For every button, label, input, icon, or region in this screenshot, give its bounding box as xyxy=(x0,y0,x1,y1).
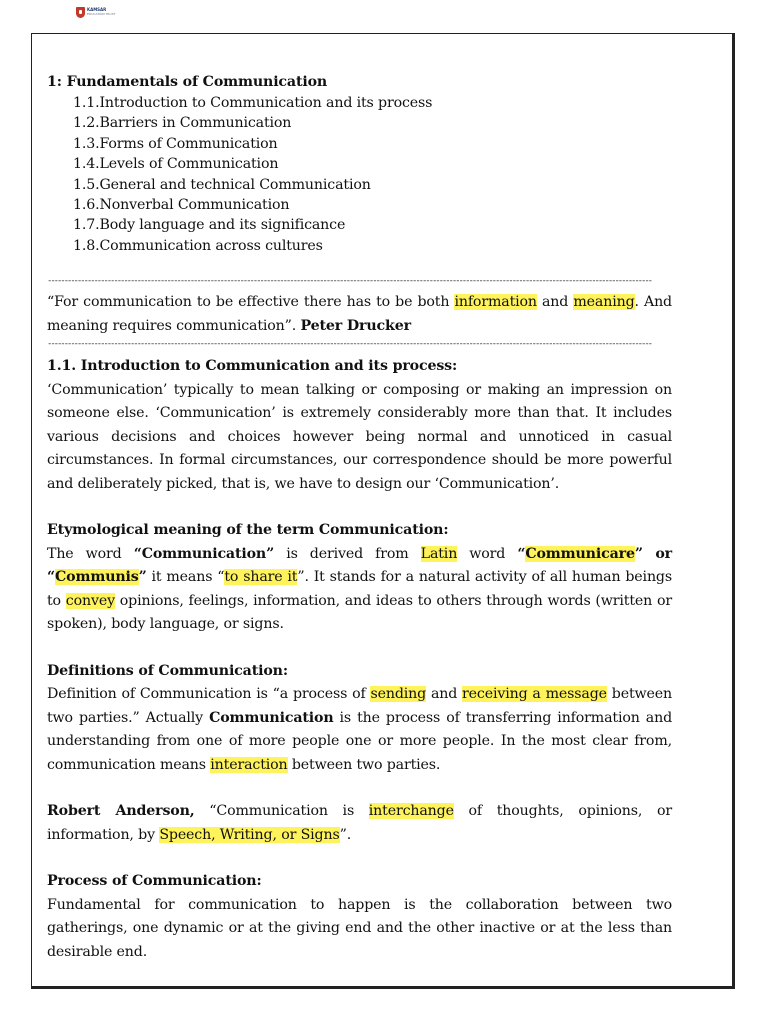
toc-item: 1.2.Barriers in Communication xyxy=(73,115,292,132)
highlight-sending: sending xyxy=(370,686,427,703)
highlight-speech-writing-signs: Speech, Writing, or Signs xyxy=(159,826,340,843)
logo-line1: KAMSAR xyxy=(87,7,107,12)
definitions-paragraph: Definition of Communication is “a process of sending and receiving a message between two parties.” Actually Communication is the process of transferring information and understanding from one of more people one or more people. In the most clear from, communication means interaction between two parties. xyxy=(47,686,673,773)
highlight-latin: Latin xyxy=(420,545,458,562)
section-heading: Process of Communication: xyxy=(47,873,262,890)
highlight-communis: Communis xyxy=(55,569,139,586)
section-heading: Definitions of Communication: xyxy=(47,662,288,679)
logo-line2: EDUCATION TRUST xyxy=(87,12,116,16)
toc-item: 1.1.Introduction to Communication and its process xyxy=(73,95,433,111)
toc-item: 1.8.Communication across cultures xyxy=(73,237,323,254)
toc-item: 1.3.Forms of Communication xyxy=(73,135,278,152)
anderson-name: Robert Anderson, xyxy=(47,803,195,820)
toc-item: 1.4.Levels of Communication xyxy=(73,156,279,173)
toc-item: 1.7.Body language and its significance xyxy=(73,217,346,234)
section-heading: 1.1. Introduction to Communication and its process: xyxy=(47,358,458,375)
toc-item: 1.5.General and technical Communication xyxy=(73,176,371,193)
toc-list xyxy=(47,93,672,256)
drucker-quote: “For communication to be effective there has to be both information and meaning. And meaning requires communication”. Peter Drucker xyxy=(47,294,672,334)
separator-line xyxy=(47,338,672,350)
separator-line xyxy=(47,275,672,287)
highlight-information: information xyxy=(454,294,537,311)
section-heading: Etymological meaning of the term Communication: xyxy=(47,522,449,539)
shield-logo-icon xyxy=(76,7,85,18)
process-paragraph: Fundamental for communication to happen is the collaboration between two gatherings, one dynamic or at the giving end and the other inactive or at the less than desirable end. xyxy=(47,896,672,960)
toc-item: 1.6.Nonverbal Communication xyxy=(73,196,290,213)
quote-author: Peter Drucker xyxy=(300,317,411,334)
toc-title: 1: Fundamentals of Communication xyxy=(47,74,328,90)
document-body xyxy=(47,72,672,964)
institution-logo xyxy=(76,5,115,19)
highlight-interaction: interaction xyxy=(210,756,288,773)
anderson-paragraph: Robert Anderson, “Communication is interchange of thoughts, opinions, or information, by Speech, Writing, or Signs”. xyxy=(47,803,672,843)
etymology-paragraph: The word “Communication” is derived from Latin word “Communicare” or “Communis” it means “to share it”. It stands for a natural activity of all human beings to convey opinions, feelings, information, and ideas to others through words (written or spoken), body language, or signs. xyxy=(47,545,672,633)
highlight-interchange: interchange xyxy=(368,803,454,820)
highlight-to-share-it: to share it xyxy=(224,569,298,586)
highlight-meaning: meaning xyxy=(573,294,635,311)
intro-paragraph: ‘Communication’ typically to mean talking or composing or making an impression on someone else. ‘Communication’ is extremely considerably more than that. It includes various decisions and choices however being normal and unnoticed in casual circumstances. In formal circumstances, our correspondence should be more powerful and deliberately picked, that is, we have to design our ‘Communication’. xyxy=(47,381,672,492)
highlight-receiving-a-message: receiving a message xyxy=(462,686,607,703)
highlight-communicare: Communicare xyxy=(525,545,635,562)
highlight-convey: convey xyxy=(65,592,115,609)
